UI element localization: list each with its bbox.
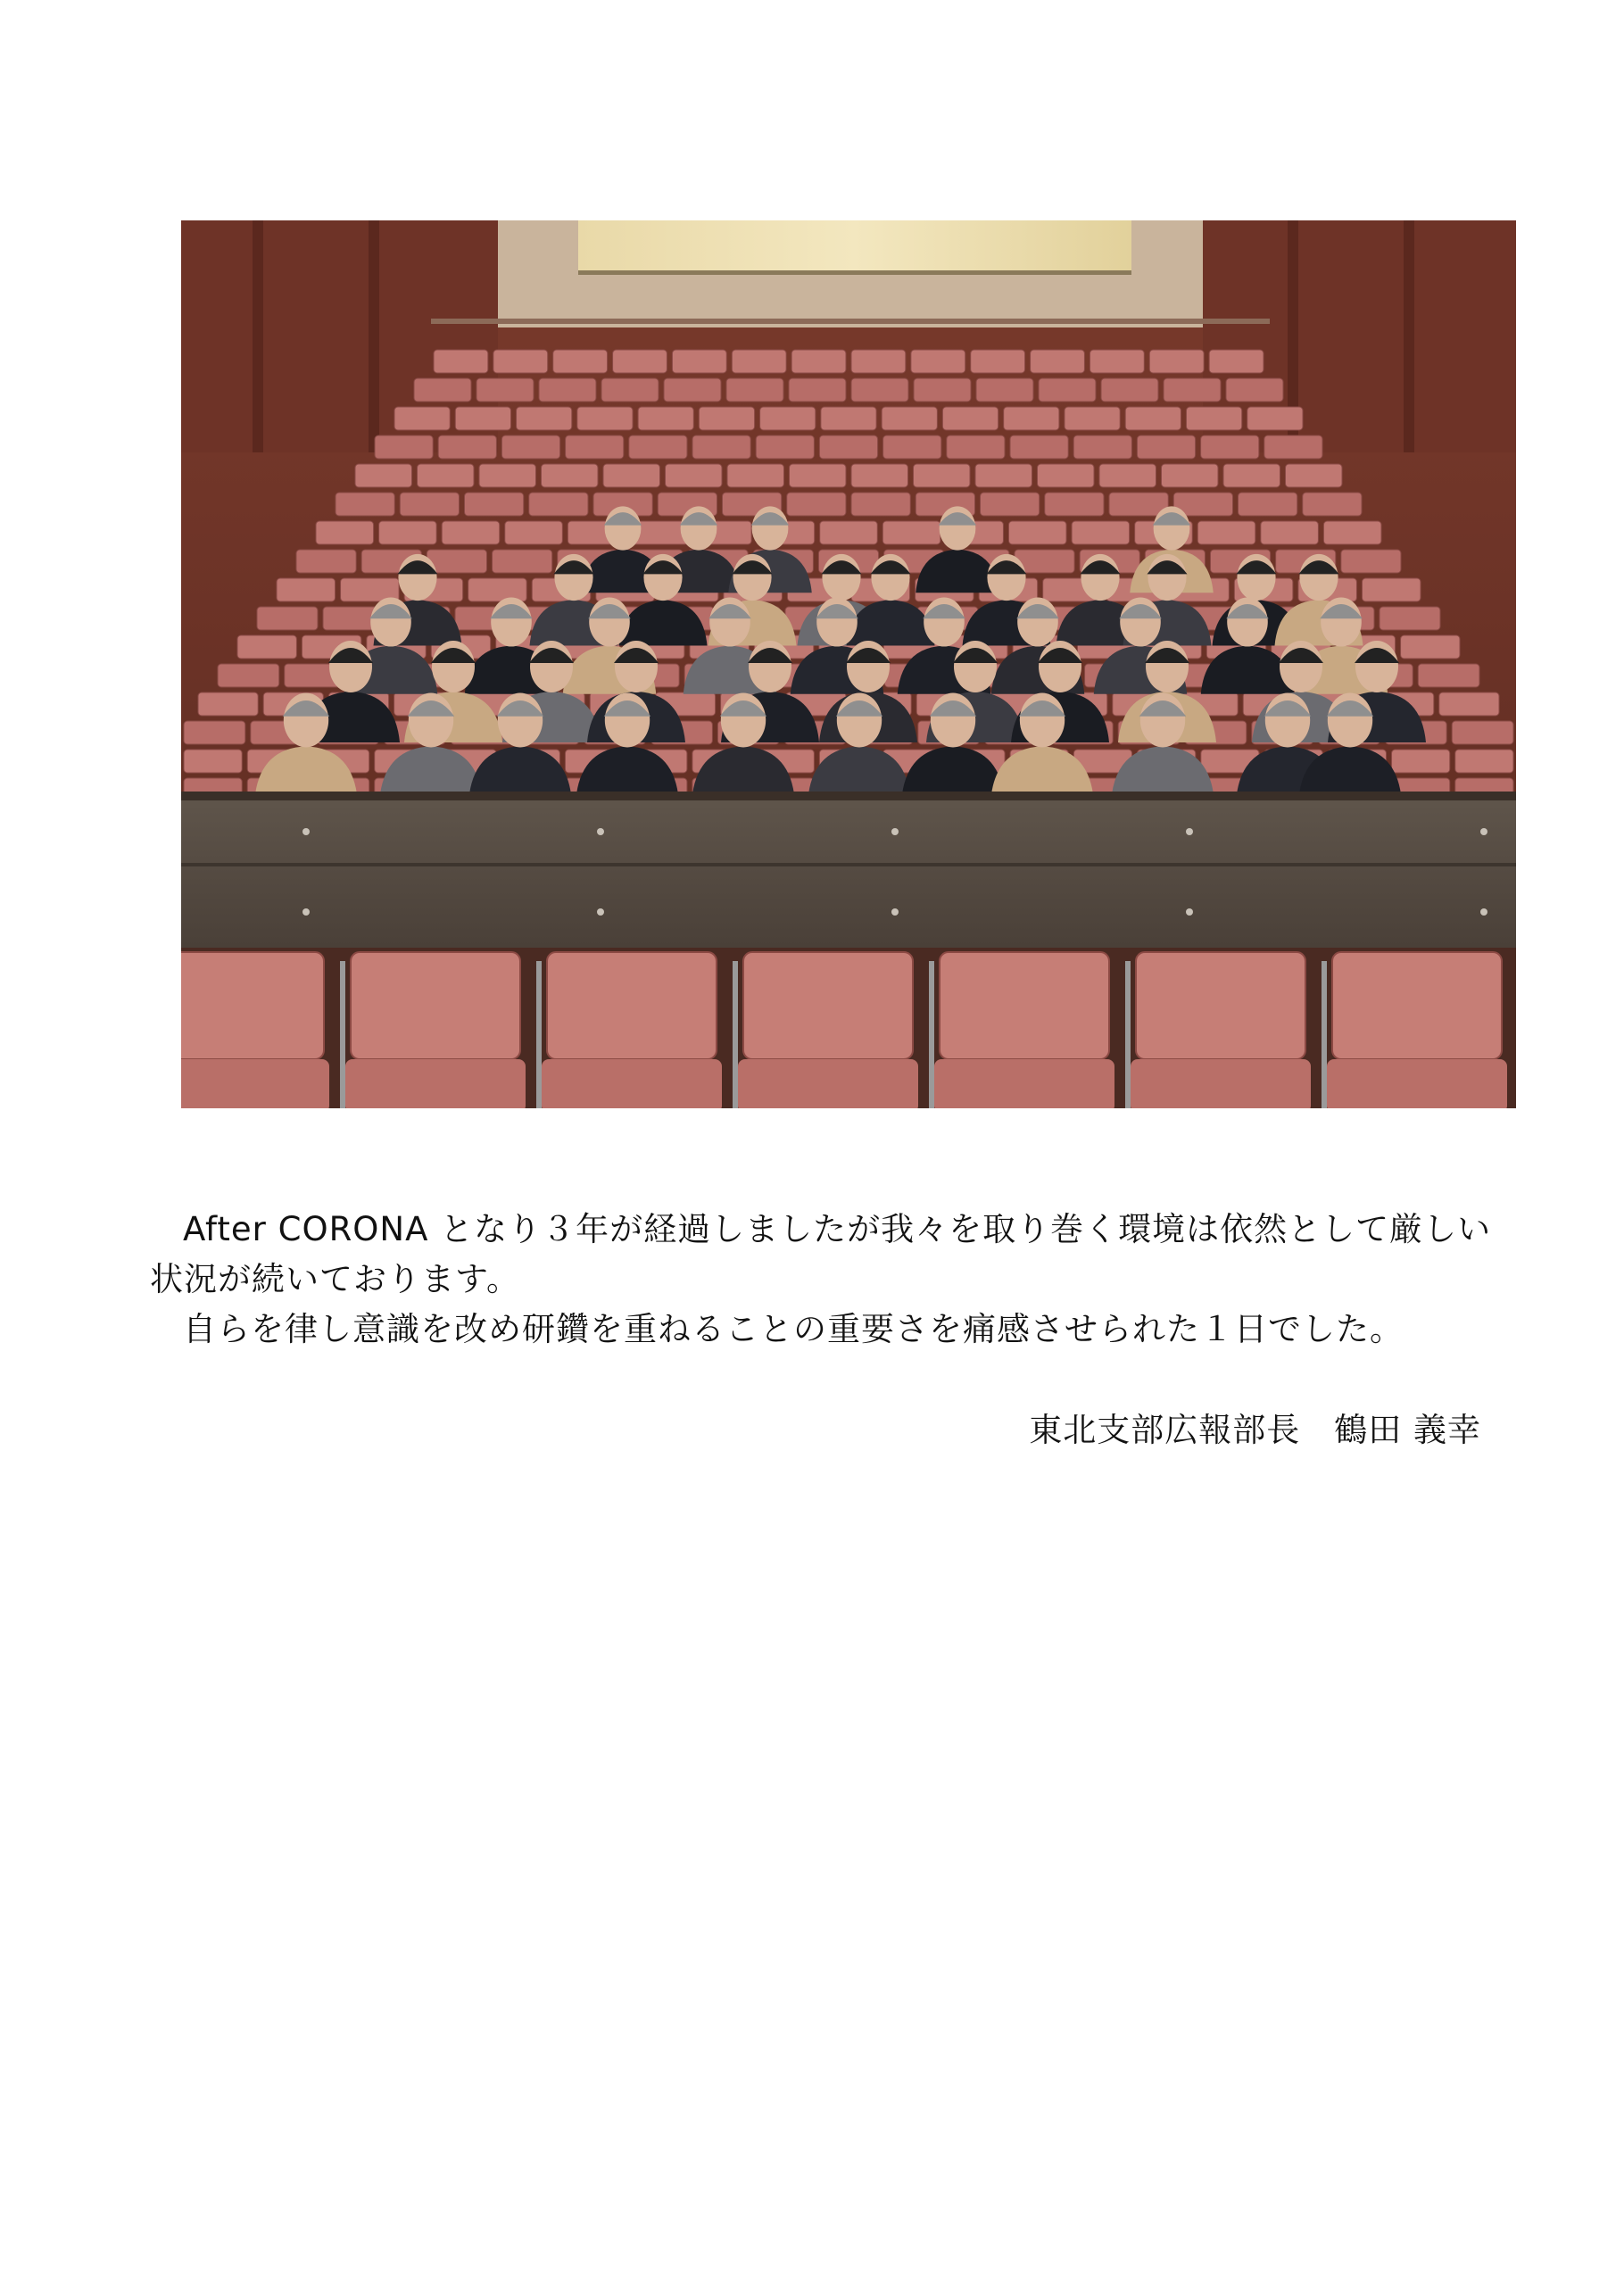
paragraph-1: After CORONA となり３年が経過しましたが我々を取り巻く環境は依然として厳しい状況が続いております。 xyxy=(150,1210,1492,1298)
group-photo xyxy=(181,220,1516,1108)
body-text xyxy=(150,1205,1506,1355)
signature: 東北支部広報部長 鶴田 義幸 xyxy=(1029,1411,1481,1449)
paragraph-2: 自らを律し意識を改め研鑽を重ねることの重要さを痛感させられた１日でした。 xyxy=(183,1310,1404,1348)
